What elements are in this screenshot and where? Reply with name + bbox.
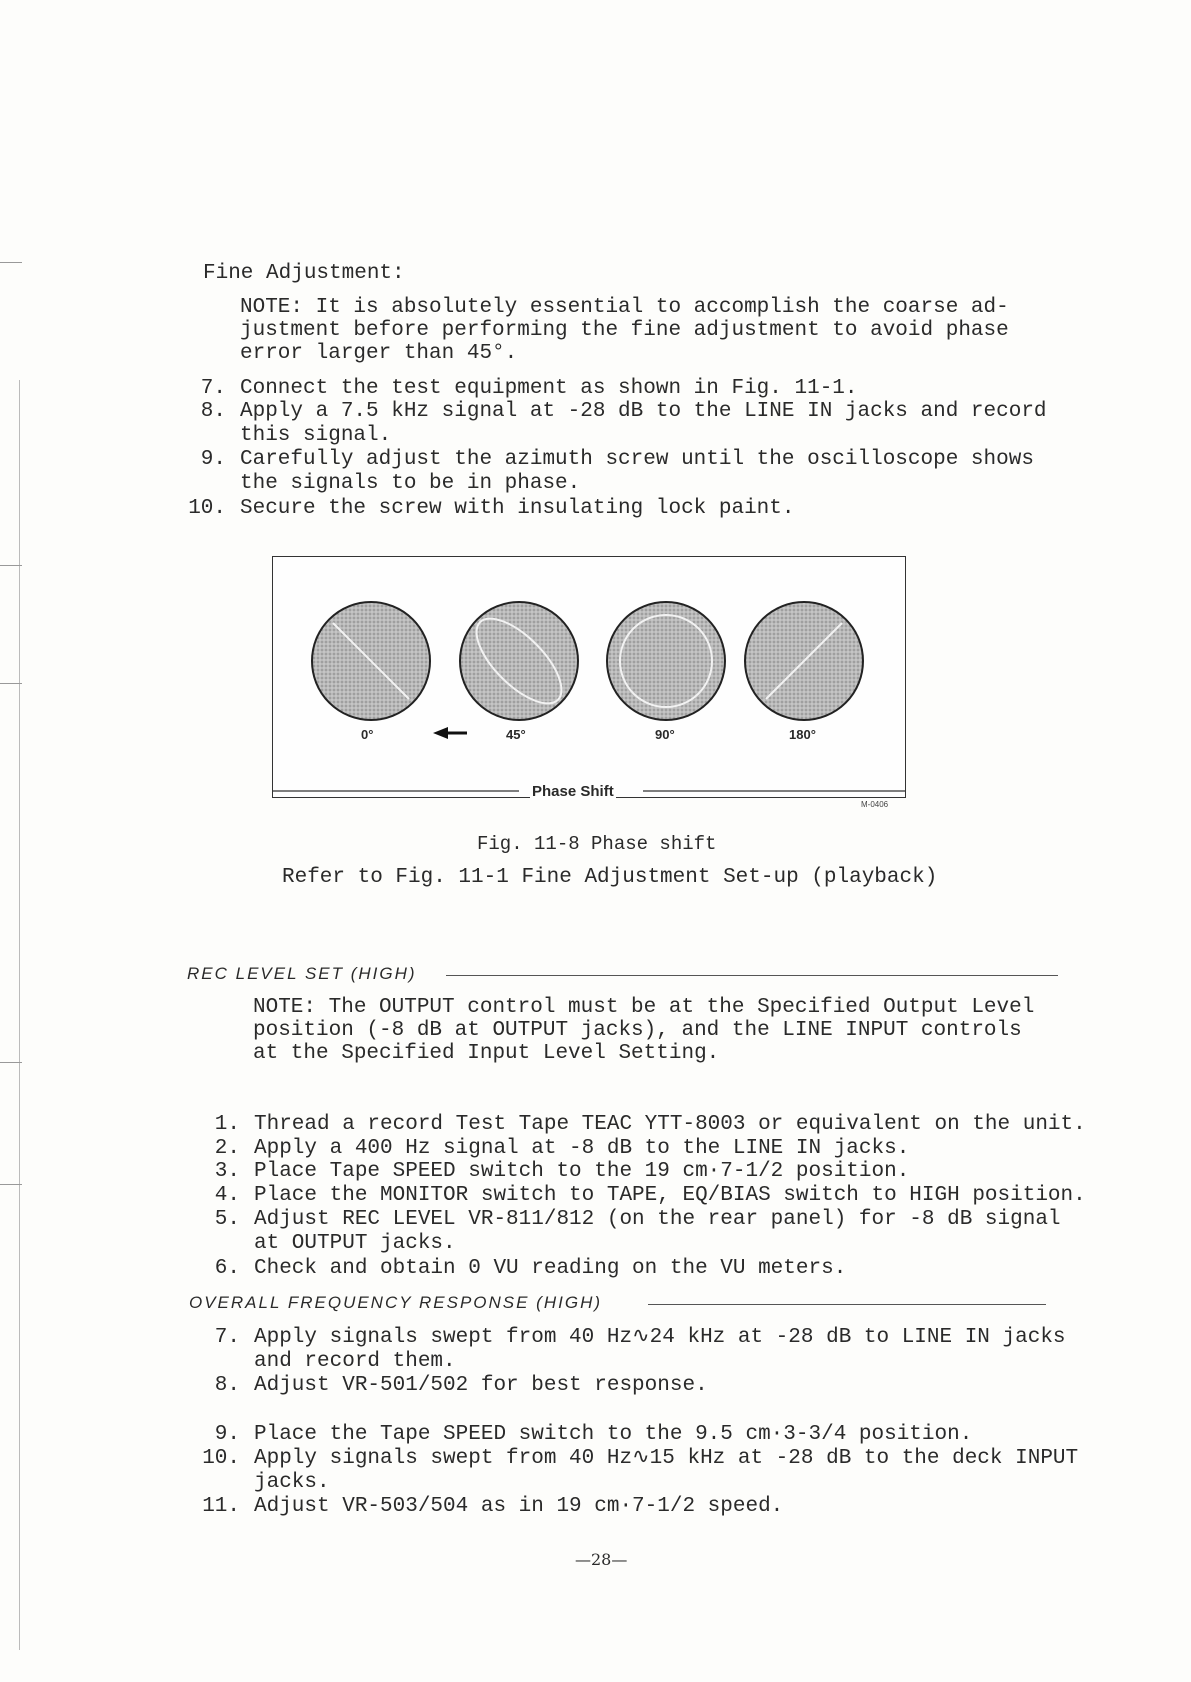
fine-note-line: error larger than 45°. <box>240 342 518 365</box>
scope-45-degrees <box>460 602 578 720</box>
heading-rule <box>648 1304 1046 1305</box>
label-45-degrees: 45° <box>506 727 526 742</box>
binder-tick <box>0 1184 22 1185</box>
rec-note-line: at the Specified Input Level Setting. <box>253 1042 720 1065</box>
binder-tick <box>0 683 22 684</box>
label-180-degrees: 180° <box>789 727 816 742</box>
binder-tick <box>0 1062 22 1063</box>
fine-adjustment-heading: Fine Adjustment: <box>203 262 405 285</box>
scope-90-degrees <box>607 602 725 720</box>
phase-shift-figure <box>272 556 906 798</box>
scope-180-degrees <box>745 602 863 720</box>
fine-note-line: justment before performing the fine adjustment to avoid phase <box>240 319 1009 342</box>
fine-note-line: NOTE: It is absolutely essential to accomplish the coarse ad- <box>240 296 1009 319</box>
label-0-degrees: 0° <box>361 727 374 742</box>
binder-tick <box>0 565 22 566</box>
rec-note-line: position (-8 dB at OUTPUT jacks), and the LINE INPUT controls <box>253 1019 1022 1042</box>
overall-frequency-heading: OVERALL FREQUENCY RESPONSE (HIGH) <box>189 1293 603 1312</box>
figure-code: M-0406 <box>861 800 889 809</box>
arrow-left-icon <box>433 727 467 739</box>
phase-shift-diagram <box>273 557 905 797</box>
rec-level-heading: REC LEVEL SET (HIGH) <box>187 964 417 983</box>
figure-caption: Fig. 11-8 Phase shift <box>477 833 717 855</box>
binder-edge <box>19 380 20 1650</box>
phase-shift-axis-label: Phase Shift <box>532 783 614 800</box>
rec-note-line: NOTE: The OUTPUT control must be at the Specified Output Level <box>253 996 1035 1019</box>
figure-reference: Refer to Fig. 11-1 Fine Adjustment Set-up (playback) <box>282 866 938 889</box>
label-90-degrees: 90° <box>655 727 675 742</box>
binder-tick <box>0 262 22 263</box>
heading-rule <box>446 975 1058 976</box>
page-number: —28— <box>575 1550 628 1569</box>
scope-0-degrees <box>312 602 430 720</box>
